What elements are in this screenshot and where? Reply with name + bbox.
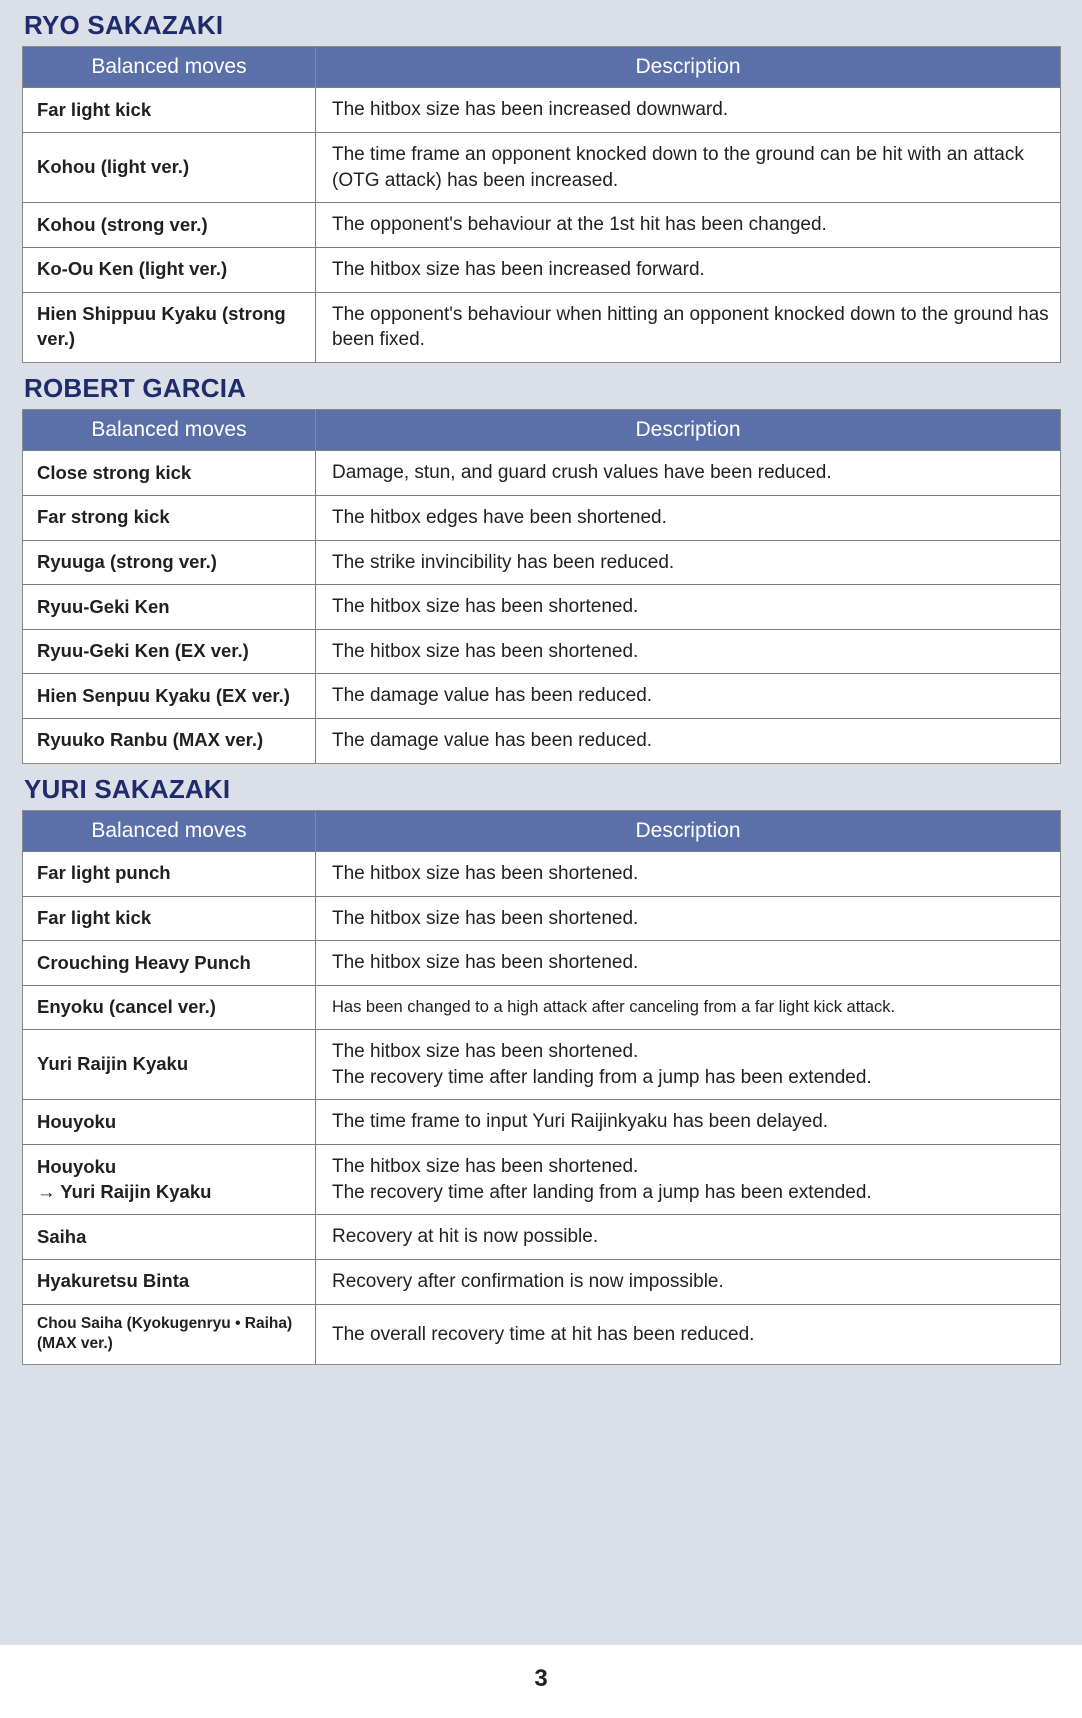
table-row: [23, 674, 1061, 719]
move-description-cell: [316, 247, 1061, 292]
move-name-cell: Ryuuga (strong ver.): [23, 540, 316, 585]
move-description-cell: [316, 203, 1061, 248]
balanced-moves-table: [22, 409, 1061, 764]
description-line: The time frame an opponent knocked down to the ground can be hit with an attack (OTG attack) has been increased.: [332, 144, 1024, 191]
description-line: The hitbox size has been shortened.: [332, 863, 639, 885]
table-row: [23, 133, 1061, 203]
column-header-moves: Balanced moves: [23, 811, 316, 852]
description-line: The opponent's behaviour at the 1st hit has been changed.: [332, 214, 827, 236]
move-description-cell: [316, 133, 1061, 203]
move-description-cell: [316, 896, 1061, 941]
character-section: [22, 372, 1060, 764]
move-name-cell: Saiha: [23, 1215, 316, 1260]
move-name-line: Chou Saiha (Kyokugenryu • Raiha): [37, 1314, 293, 1332]
table-row: [23, 1304, 1061, 1365]
table-header-row: [23, 47, 1061, 88]
column-header-description: Description: [316, 410, 1061, 451]
character-sections: [22, 12, 1060, 1365]
move-name-cell: Ryuu-Geki Ken (EX ver.): [23, 629, 316, 674]
move-description-cell: [316, 585, 1061, 630]
table-row: [23, 451, 1061, 496]
move-name-cell: Houyoku: [23, 1100, 316, 1145]
table-row: [23, 896, 1061, 941]
page-number: 3: [534, 1665, 548, 1692]
move-description-cell: [316, 1100, 1061, 1145]
table-row: [23, 585, 1061, 630]
move-name-cell: Ryuu-Geki Ken: [23, 585, 316, 630]
description-line: The opponent's behaviour when hitting an opponent knocked down to the ground has been fixed.: [332, 303, 1049, 351]
move-description-cell: [316, 1144, 1061, 1214]
move-name-cell: Far strong kick: [23, 495, 316, 540]
description-line: The time frame to input Yuri Raijinkyaku has been delayed.: [332, 1111, 829, 1133]
move-name-cell: Far light kick: [23, 88, 316, 133]
description-line: Recovery at hit is now possible.: [332, 1226, 599, 1248]
character-section: [22, 12, 1060, 363]
description-line: The recovery time after landing from a jump has been extended.: [332, 1066, 872, 1088]
move-name-line: Houyoku: [37, 1155, 117, 1177]
description-line: The hitbox size has been shortened.: [332, 907, 639, 929]
move-name-cell: [23, 1144, 316, 1214]
character-title: YURI SAKAZAKI: [24, 773, 231, 804]
description-line: The recovery time after landing from a jump has been extended.: [332, 1181, 872, 1203]
table-row: [23, 986, 1061, 1030]
move-description-cell: [316, 540, 1061, 585]
move-name-cell: Yuri Raijin Kyaku: [23, 1030, 316, 1100]
move-description-cell: [316, 292, 1061, 362]
description-line: The hitbox size has been shortened.: [332, 1155, 639, 1177]
description-line: Damage, stun, and guard crush values have been reduced.: [332, 462, 832, 484]
table-row: [23, 247, 1061, 292]
move-description-cell: [316, 1259, 1061, 1304]
description-line: The strike invincibility has been reduced.: [332, 551, 675, 573]
table-row: [23, 1030, 1061, 1100]
move-description-cell: [316, 1030, 1061, 1100]
table-row: [23, 203, 1061, 248]
move-name-cell: Hyakuretsu Binta: [23, 1259, 316, 1304]
move-description-cell: [316, 629, 1061, 674]
column-header-moves: Balanced moves: [23, 47, 316, 88]
table-row: [23, 88, 1061, 133]
move-name-cell: Hien Senpuu Kyaku (EX ver.): [23, 674, 316, 719]
character-title: ROBERT GARCIA: [24, 372, 247, 403]
table-row: [23, 719, 1061, 764]
move-description-cell: [316, 719, 1061, 764]
description-line: The hitbox edges have been shortened.: [332, 506, 667, 528]
character-title: RYO SAKAZAKI: [24, 10, 224, 40]
description-line: The hitbox size has been shortened.: [332, 952, 639, 974]
description-line: The hitbox size has been increased forward.: [332, 258, 705, 280]
move-name-cell: [23, 1304, 316, 1365]
character-section: [22, 773, 1060, 1366]
description-line: Recovery after confirmation is now impossible.: [332, 1270, 724, 1292]
move-name-cell: Crouching Heavy Punch: [23, 941, 316, 986]
description-line: The hitbox size has been shortened.: [332, 596, 639, 618]
move-name-cell: Far light kick: [23, 896, 316, 941]
move-description-cell: [316, 674, 1061, 719]
move-description-cell: [316, 986, 1061, 1030]
table-row: [23, 852, 1061, 897]
move-name-line: → Yuri Raijin Kyaku: [37, 1180, 212, 1202]
table-row: [23, 941, 1061, 986]
move-description-cell: [316, 1215, 1061, 1260]
move-name-cell: Far light punch: [23, 852, 316, 897]
table-row: [23, 1144, 1061, 1214]
move-name-cell: Ryuuko Ranbu (MAX ver.): [23, 719, 316, 764]
description-line: The damage value has been reduced.: [332, 730, 653, 752]
move-name-line: (MAX ver.): [37, 1335, 113, 1353]
page-footer: [0, 1645, 1082, 1718]
table-header-row: [23, 811, 1061, 852]
description-line: The hitbox size has been increased downward.: [332, 99, 729, 121]
move-name-cell: Close strong kick: [23, 451, 316, 496]
move-description-cell: [316, 852, 1061, 897]
move-name-cell: Ko-Ou Ken (light ver.): [23, 247, 316, 292]
description-line: The damage value has been reduced.: [332, 685, 653, 707]
table-row: [23, 292, 1061, 362]
description-line: Has been changed to a high attack after canceling from a far light kick attack.: [332, 998, 896, 1017]
description-line: The overall recovery time at hit has been reduced.: [332, 1323, 755, 1345]
table-row: [23, 540, 1061, 585]
balanced-moves-table: [22, 810, 1061, 1365]
table-header-row: [23, 410, 1061, 451]
column-header-moves: Balanced moves: [23, 410, 316, 451]
move-name-cell: Kohou (strong ver.): [23, 203, 316, 248]
move-name-cell: Hien Shippuu Kyaku (strong ver.): [23, 292, 316, 362]
move-description-cell: [316, 941, 1061, 986]
move-description-cell: [316, 88, 1061, 133]
balanced-moves-table: [22, 46, 1061, 363]
move-name-cell: Enyoku (cancel ver.): [23, 986, 316, 1030]
table-row: [23, 1259, 1061, 1304]
move-name-cell: Kohou (light ver.): [23, 133, 316, 203]
column-header-description: Description: [316, 811, 1061, 852]
description-line: The hitbox size has been shortened.: [332, 1041, 639, 1063]
move-description-cell: [316, 495, 1061, 540]
move-description-cell: [316, 1304, 1061, 1365]
table-row: [23, 495, 1061, 540]
column-header-description: Description: [316, 47, 1061, 88]
table-row: [23, 1100, 1061, 1145]
table-row: [23, 629, 1061, 674]
description-line: The hitbox size has been shortened.: [332, 640, 639, 662]
table-row: [23, 1215, 1061, 1260]
move-description-cell: [316, 451, 1061, 496]
